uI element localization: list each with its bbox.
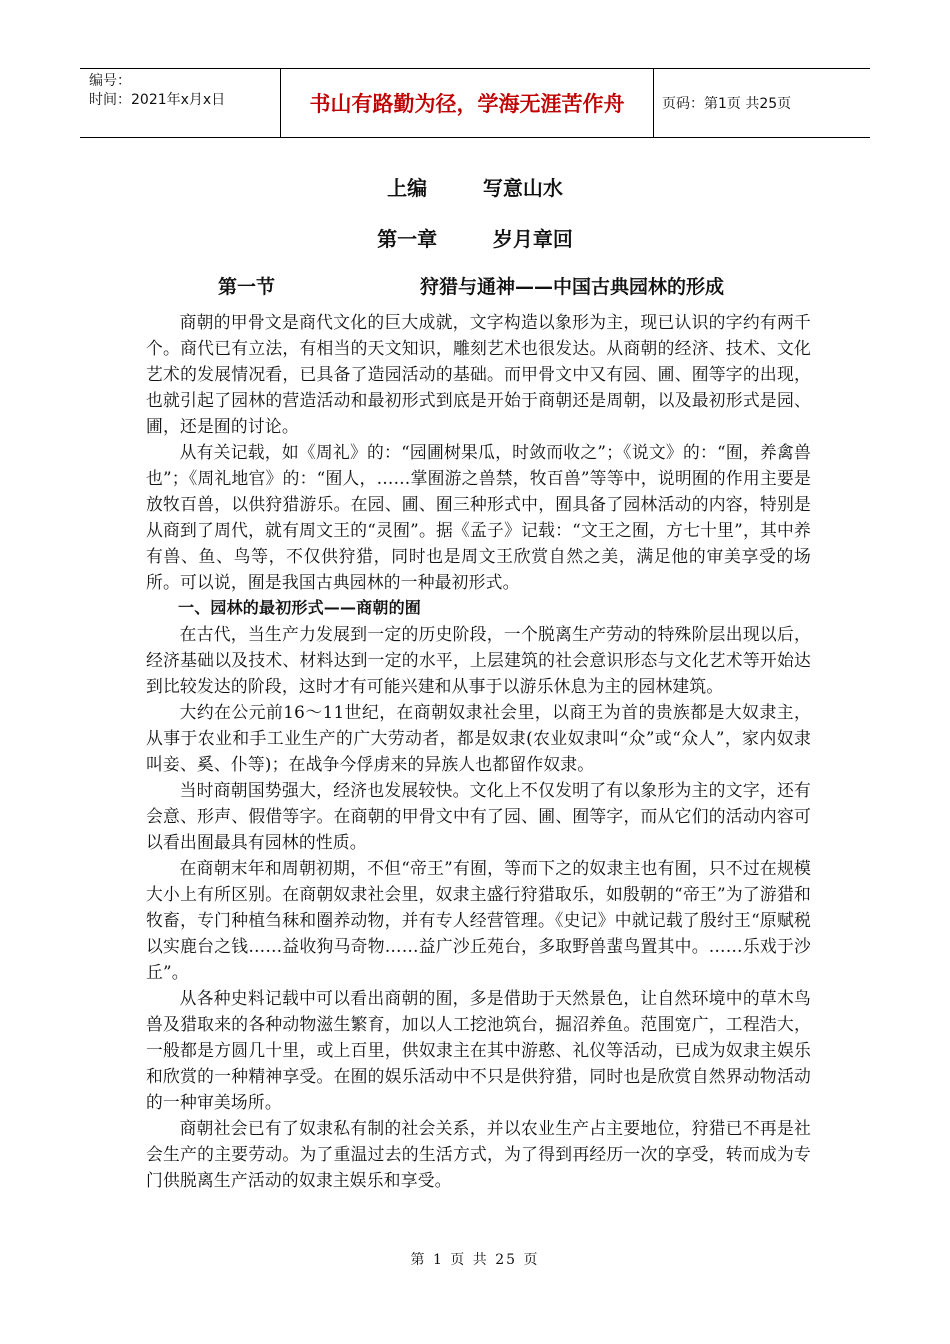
paragraph: 从各种史料记载中可以看出商朝的囿，多是借助于天然景色，让自然环境中的草木鸟兽及猎取来的各种动物滋生繁育，加以人工挖池筑台，掘沼养鱼。范围宽广，工程浩大，一般都是方圆几十里，或上百里，供奴隶主在其中游憨、礼仪等活动，已成为奴隶主娱乐和欣赏的一种精神享受。在囿的娱乐活动中不只是供狩猎，同时也是欣赏自然界动物活动的一种审美场所。 (146, 988, 811, 1112)
page-footer: 第 1 页 共 25 页 (410, 1252, 540, 1268)
section-name: 狩猎与通神——中国古典园林的形成 (420, 276, 725, 298)
paragraph: 当时商朝国势强大，经济也发展较快。文化上不仅发明了有以象形为主的文字，还有会意、形声、假借等字。在商朝的甲骨文中有了园、圃、囿等字，而从它们的活动内容可以看出囿最具有园林的性质。 (146, 780, 811, 852)
paragraph: 在商朝末年和周朝初期，不但“帝王”有囿，等而下之的奴隶主也有囿，只不过在规模大小上有所区别。在商朝奴隶社会里，奴隶主盛行狩猎取乐，如殷朝的“帝王”为了游猎和牧畜，专门种植刍秣和圈养动物，并有专人经营管理。《史记》中就记载了殷纣王“原赋税以实鹿台之钱……益收狗马奇物……益广沙丘苑台，多取野兽蜚鸟置其中。……乐戏于沙丘”。 (146, 858, 811, 982)
paragraph: 在古代，当生产力发展到一定的历史阶段，一个脱离生产劳动的特殊阶层出现以后，经济基础以及技术、材料达到一定的水平，上层建筑的社会意识形态与文化艺术等开始达到比较发达的阶段，这时才有可能兴建和从事于以游乐休息为主的园林建筑。 (146, 624, 811, 696)
header-motto: 书山有路勤为径，学海无涯苦作舟 (281, 69, 654, 137)
document-header (80, 68, 870, 138)
section-number: 第一节 (218, 276, 276, 298)
paragraph: 商朝社会已有了奴隶私有制的社会关系，并以农业生产占主要地位，狩猎已不再是社会生产的主要劳动。为了重温过去的生活方式，为了得到再经历一次的享受，转而成为专门供脱离生产活动的奴隶主娱乐和享受。 (146, 1118, 811, 1190)
header-page-info: 页码：第1页 共25页 (662, 96, 792, 112)
paragraph: 商朝的甲骨文是商代文化的巨大成就，文字构造以象形为主，现已认识的字约有两千个。商代已有立法，有相当的天文知识，雕刻艺术也很发达。从商朝的经济、技术、文化艺术的发展情况看，已具备了造园活动的基础。而甲骨文中又有园、圃、囿等字的出现，也就引起了园林的营造活动和最初形式到底是开始于商朝还是周朝，以及最初形式是园、圃，还是囿的讨论。 (146, 312, 811, 436)
chapter-title: 第一章 岁月章回 (377, 227, 573, 251)
header-time-label: 时间：2021年x月x日 (89, 92, 226, 108)
body-text (146, 309, 811, 1193)
subsection-heading: 一、园林的最初形式——商朝的囿 (178, 598, 422, 617)
part-title: 上编 写意山水 (387, 176, 563, 200)
header-meta (80, 69, 281, 137)
paragraph: 从有关记载，如《周礼》的：“园圃树果瓜，时敛而收之”；《说文》的：“囿，养禽兽也”；《周礼地官》的：“囿人，……掌囿游之兽禁，牧百兽”等等中，说明囿的作用主要是放牧百兽，以供狩猎游乐。在园、圃、囿三种形式中，囿具备了园林活动的内容，特别是从商到了周代，就有周文王的“灵囿”。据《孟子》记载：“文王之囿，方七十里”，其中养有兽、鱼、鸟等，不仅供狩猎，同时也是周文王欣赏自然之美，满足他的审美享受的场所。可以说，囿是我国古典园林的一种最初形式。 (146, 442, 811, 592)
paragraph: 大约在公元前16～11世纪，在商朝奴隶社会里，以商王为首的贵族都是大奴隶主，从事于农业和手工业生产的广大劳动者，都是奴隶(农业奴隶叫“众”或“众人”，家内奴隶叫妾、奚、仆等)；在战争今俘虏来的异族人也都留作奴隶。 (146, 702, 811, 774)
header-number-label: 编号： (89, 73, 131, 89)
